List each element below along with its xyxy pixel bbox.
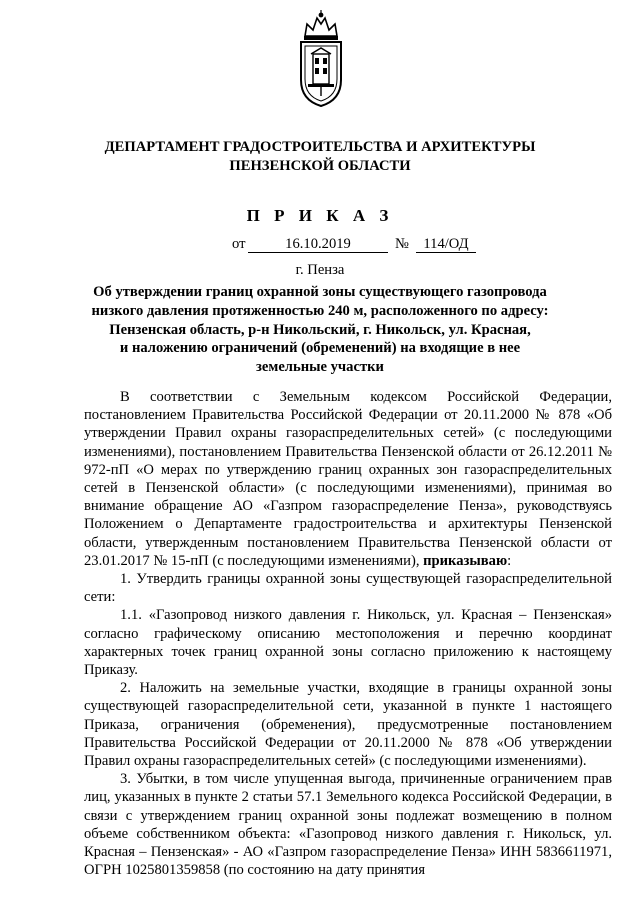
title-line-3: Пензенская область, р-н Никольский, г. Никольск, ул. Красная,	[109, 321, 531, 338]
date-prefix: от	[232, 236, 246, 252]
penza-coat-of-arms-icon	[293, 10, 349, 110]
preamble-text: В соответствии с Земельным кодексом Российской Федерации, постановлением Правительства Российской Федерации от 20.11.2000 № 878 «Об утверждении Правил охраны газораспределительных сетей» (с последующими изменениями), постановлением Правительства Пензенской области от 26.12.2011 № 972-пП «О мерах по утверждению границ охранных зон газораспределительных сетей в Пензенской области» (с последующими изменениями), принимая во внимание обращение АО «Газпром газораспределение Пенза», руководствуясь Положением о Департаменте градостроительства и архитектуры Пензенской области, утвержденным постановлением Правительства Пензенской области от 23.01.2017 № 15-пП (с последующими изменениями),	[84, 389, 612, 569]
order-city: г. Пенза	[295, 262, 345, 278]
paragraph-3: 3. Убытки, в том числе упущенная выгода, причиненные ограничением прав лиц, указанных в пункте 2 статьи 57.1 Земельного кодекса Российской Федерации, в связи с утверждением границ охранной зоны подлежат возмещению в полном объеме собственником объекта: «Газопровод низкого давления г. Никольск, ул. Красная – Пензенская» - АО «Газпром газораспределение Пенза» ИНН 5836611971, ОГРН 1025801359858 (по состоянию на дату принятия	[84, 771, 612, 879]
order-title	[90, 283, 550, 377]
order-date: 16.10.2019	[248, 236, 388, 253]
title-line-5: земельные участки	[256, 359, 384, 376]
paragraph-1-1: 1.1. «Газопровод низкого давления г. Никольск, ул. Красная – Пензенская» согласно графическому описанию местоположения и перечню координат характерных точек границ охранной зоны согласно приложению к настоящему Приказу.	[84, 607, 612, 679]
order-heading: П Р И К А З	[246, 206, 394, 225]
department-line-1: ДЕПАРТАМЕНТ ГРАДОСТРОИТЕЛЬСТВА И АРХИТЕКТУРЫ	[104, 139, 536, 155]
paragraph-2: 2. Наложить на земельные участки, входящие в границы охранной зоны существующей газораспределительной сети, указанной в пункте 1 настоящего Приказа, ограничения (обременения), предусмотренные постановлением Правительства Российской Федерации от 20.11.2000 № 878 «Об утверждении Правил охраны газораспределительных сетей» (с последующими изменениями).	[84, 680, 612, 770]
title-line-1: Об утверждении границ охранной зоны существующего газопровода	[93, 284, 547, 300]
paragraph-preamble	[84, 388, 612, 570]
department-name	[60, 138, 580, 176]
department-line-2: ПЕНЗЕНСКОЙ ОБЛАСТИ	[229, 158, 411, 174]
number-prefix: №	[395, 236, 409, 252]
preamble-directive: приказываю	[423, 552, 508, 569]
title-line-4: и наложению ограничений (обременений) на входящие в нее	[119, 340, 521, 357]
order-body	[84, 388, 612, 879]
order-date-line	[0, 236, 640, 256]
paragraph-1: 1. Утвердить границы охранной зоны существующей газораспределительной сети:	[84, 571, 612, 606]
order-number: 114/ОД	[416, 236, 476, 253]
preamble-colon: :	[507, 552, 512, 569]
title-line-2: низкого давления протяженностью 240 м, расположенного по адресу:	[91, 302, 549, 319]
